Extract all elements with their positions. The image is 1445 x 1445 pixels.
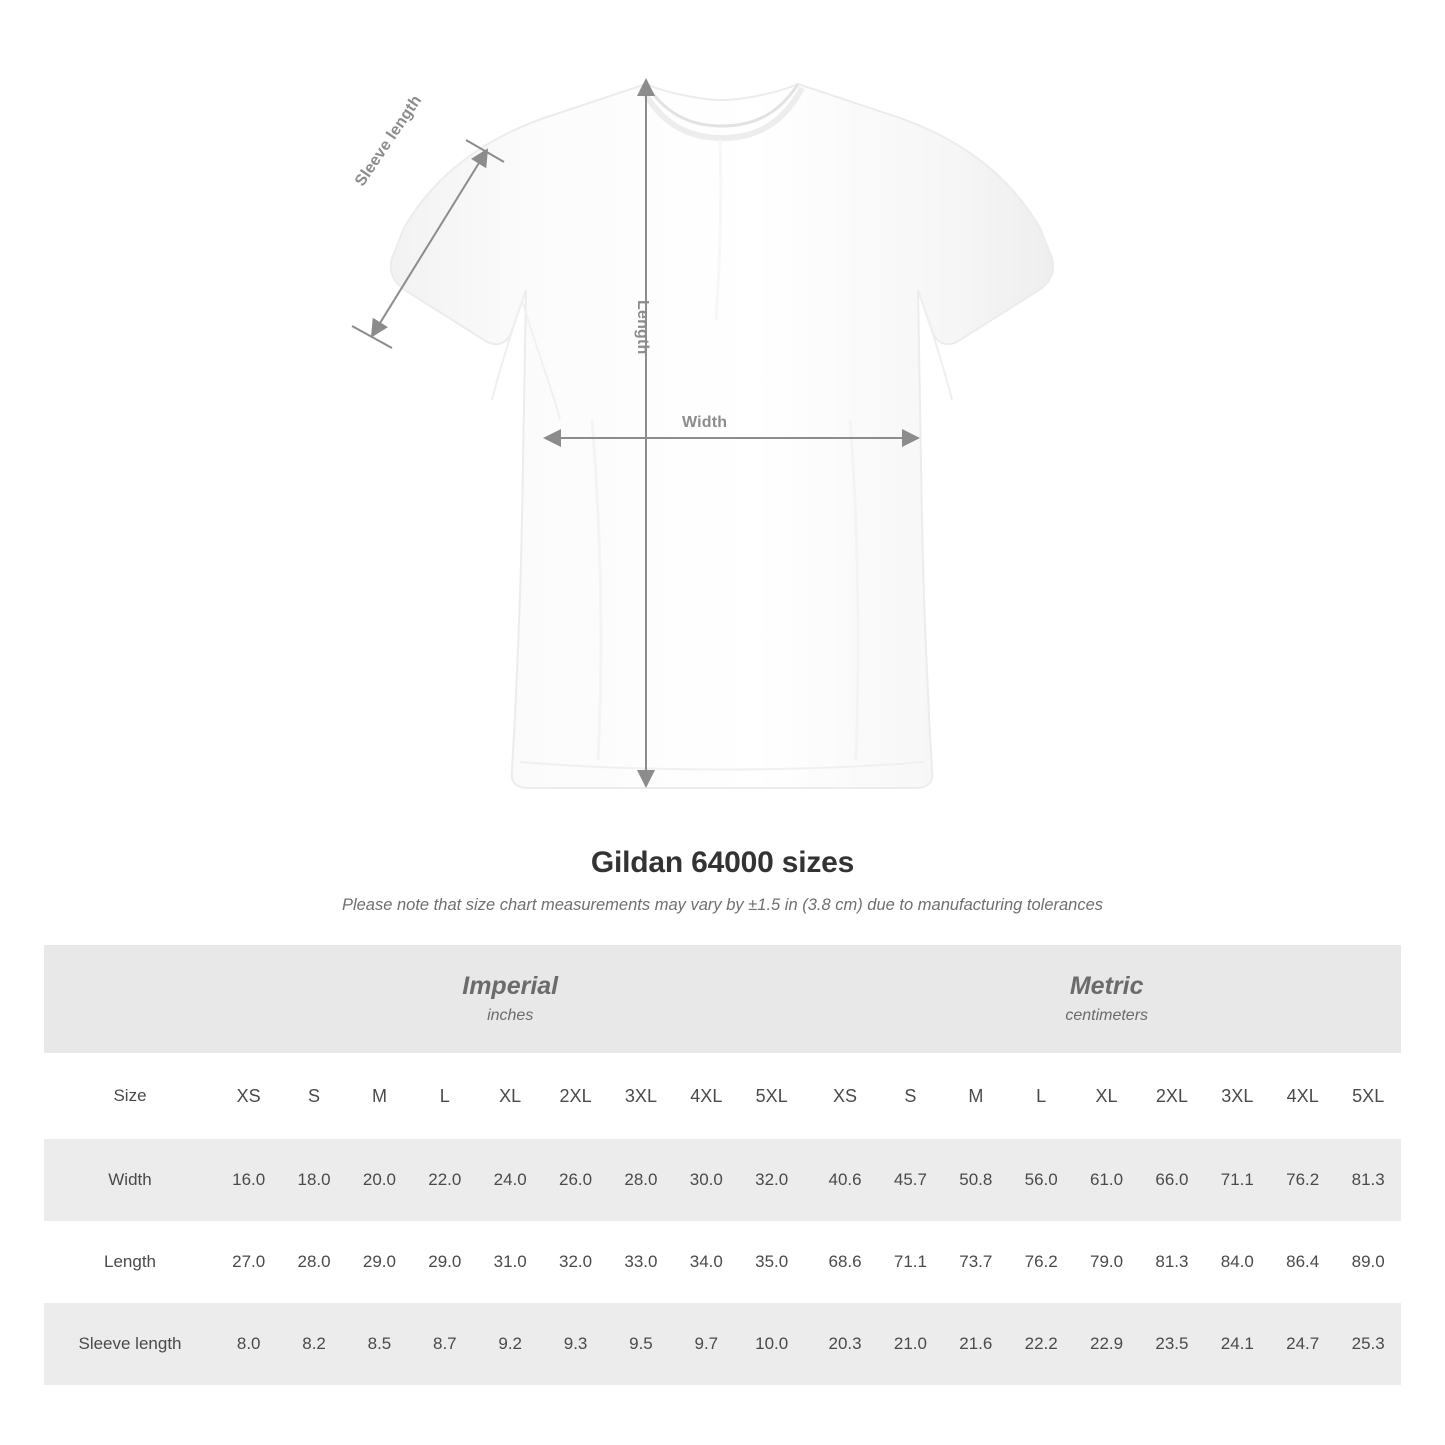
length-dimension-label: Length: [634, 300, 651, 355]
length-imperial-xl: 31.0: [478, 1221, 543, 1303]
length-metric-m: 73.7: [943, 1221, 1008, 1303]
row-label-width: Width: [44, 1139, 216, 1221]
sleeve-imperial-3xl: 9.5: [608, 1303, 673, 1385]
length-metric-l: 76.2: [1009, 1221, 1074, 1303]
size-header-gap: [804, 1053, 812, 1139]
size-header-imperial-l: L: [412, 1053, 477, 1139]
length-imperial-l: 29.0: [412, 1221, 477, 1303]
width-imperial-m: 20.0: [347, 1139, 412, 1221]
width-imperial-4xl: 30.0: [674, 1139, 739, 1221]
sleeve-row-gap: [804, 1303, 812, 1385]
size-header-metric-m: M: [943, 1053, 1008, 1139]
title-block: [0, 846, 1445, 915]
size-header-metric-2xl: 2XL: [1139, 1053, 1204, 1139]
sleeve-length-dimension-label: Sleeve length: [352, 92, 426, 190]
sleeve-metric-xs: 20.3: [812, 1303, 877, 1385]
sleeve-metric-3xl: 24.1: [1205, 1303, 1270, 1385]
width-metric-5xl: 81.3: [1335, 1139, 1401, 1221]
sleeve-metric-m: 21.6: [943, 1303, 1008, 1385]
length-imperial-5xl: 35.0: [739, 1221, 804, 1303]
size-header-metric-l: L: [1009, 1053, 1074, 1139]
length-imperial-xs: 27.0: [216, 1221, 281, 1303]
size-table-wrapper: [44, 945, 1401, 1385]
imperial-system-label: Imperial: [462, 971, 559, 1000]
sleeve-metric-2xl: 23.5: [1139, 1303, 1204, 1385]
length-metric-s: 71.1: [878, 1221, 943, 1303]
size-header-imperial-xl: XL: [478, 1053, 543, 1139]
length-imperial-m: 29.0: [347, 1221, 412, 1303]
length-imperial-4xl: 34.0: [674, 1221, 739, 1303]
sleeve-imperial-l: 8.7: [412, 1303, 477, 1385]
sleeve-imperial-s: 8.2: [281, 1303, 346, 1385]
size-header-metric-xs: XS: [812, 1053, 877, 1139]
sleeve-metric-l: 22.2: [1009, 1303, 1074, 1385]
length-metric-5xl: 89.0: [1335, 1221, 1401, 1303]
width-row-gap: [804, 1139, 812, 1221]
width-imperial-3xl: 28.0: [608, 1139, 673, 1221]
unit-header-gap: [804, 945, 812, 1053]
row-label-sleeve-length: Sleeve length: [44, 1303, 216, 1385]
sleeve-imperial-xs: 8.0: [216, 1303, 281, 1385]
size-header-metric-4xl: 4XL: [1270, 1053, 1335, 1139]
tolerance-note: Please note that size chart measurements may vary by ±1.5 in (3.8 cm) due to manufacturing tolerances: [341, 896, 1104, 914]
sleeve-imperial-4xl: 9.7: [674, 1303, 739, 1385]
length-metric-xs: 68.6: [812, 1221, 877, 1303]
unit-header-spacer: [44, 945, 216, 1053]
size-header-imperial-s: S: [281, 1053, 346, 1139]
size-header-imperial-3xl: 3XL: [608, 1053, 673, 1139]
length-imperial-2xl: 32.0: [543, 1221, 608, 1303]
width-dimension-label: Width: [682, 414, 728, 431]
width-metric-3xl: 71.1: [1205, 1139, 1270, 1221]
metric-header: [812, 945, 1401, 1053]
metric-unit-label: centimeters: [1065, 1007, 1149, 1025]
sleeve-metric-5xl: 25.3: [1335, 1303, 1401, 1385]
imperial-header: [216, 945, 804, 1053]
length-row-gap: [804, 1221, 812, 1303]
length-metric-4xl: 86.4: [1270, 1221, 1335, 1303]
length-metric-3xl: 84.0: [1205, 1221, 1270, 1303]
size-header-imperial-5xl: 5XL: [739, 1053, 804, 1139]
length-imperial-s: 28.0: [281, 1221, 346, 1303]
size-header-metric-xl: XL: [1074, 1053, 1139, 1139]
size-header-row: [44, 1053, 1401, 1139]
table-row: [44, 1139, 1401, 1221]
width-metric-4xl: 76.2: [1270, 1139, 1335, 1221]
unit-header-row: [44, 945, 1401, 1053]
sleeve-imperial-2xl: 9.3: [543, 1303, 608, 1385]
size-header-imperial-2xl: 2XL: [543, 1053, 608, 1139]
sleeve-imperial-5xl: 10.0: [739, 1303, 804, 1385]
width-metric-m: 50.8: [943, 1139, 1008, 1221]
length-imperial-3xl: 33.0: [608, 1221, 673, 1303]
width-metric-l: 56.0: [1009, 1139, 1074, 1221]
metric-system-label: Metric: [1069, 971, 1144, 1000]
page-title: Gildan 64000 sizes: [590, 846, 855, 879]
size-header-imperial-m: M: [347, 1053, 412, 1139]
row-label-length: Length: [44, 1221, 216, 1303]
sleeve-metric-xl: 22.9: [1074, 1303, 1139, 1385]
size-header-metric-5xl: 5XL: [1335, 1053, 1401, 1139]
sleeve-imperial-m: 8.5: [347, 1303, 412, 1385]
table-row: [44, 1303, 1401, 1385]
size-header-metric-s: S: [878, 1053, 943, 1139]
size-header-metric-3xl: 3XL: [1205, 1053, 1270, 1139]
imperial-unit-label: inches: [487, 1007, 534, 1025]
width-metric-xs: 40.6: [812, 1139, 877, 1221]
size-header-imperial-xs: XS: [216, 1053, 281, 1139]
width-imperial-s: 18.0: [281, 1139, 346, 1221]
sleeve-metric-s: 21.0: [878, 1303, 943, 1385]
width-imperial-5xl: 32.0: [739, 1139, 804, 1221]
width-imperial-2xl: 26.0: [543, 1139, 608, 1221]
table-row: [44, 1221, 1401, 1303]
width-metric-xl: 61.0: [1074, 1139, 1139, 1221]
width-metric-s: 45.7: [878, 1139, 943, 1221]
width-metric-2xl: 66.0: [1139, 1139, 1204, 1221]
width-imperial-xs: 16.0: [216, 1139, 281, 1221]
length-metric-2xl: 81.3: [1139, 1221, 1204, 1303]
size-row-label: Size: [44, 1053, 216, 1139]
width-imperial-l: 22.0: [412, 1139, 477, 1221]
sleeve-imperial-xl: 9.2: [478, 1303, 543, 1385]
width-imperial-xl: 24.0: [478, 1139, 543, 1221]
size-header-imperial-4xl: 4XL: [674, 1053, 739, 1139]
size-table: [44, 945, 1401, 1385]
length-metric-xl: 79.0: [1074, 1221, 1139, 1303]
sleeve-metric-4xl: 24.7: [1270, 1303, 1335, 1385]
